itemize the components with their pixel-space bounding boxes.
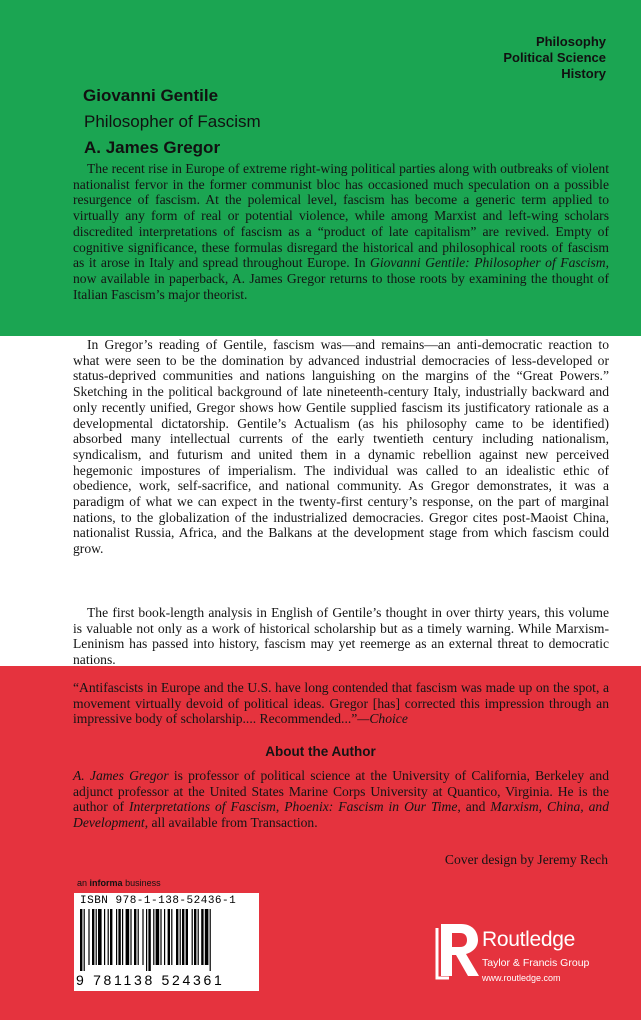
subject-history: History (561, 66, 606, 81)
bio-book-1: Interpretations of Fascism (128, 799, 276, 815)
bio-separator: , (275, 799, 285, 815)
isbn-label: ISBN 978-1-138-52436-1 (80, 895, 237, 907)
publisher-url: www.routledge.com (482, 973, 561, 983)
bio-book-3: Marxism, China, and Development (73, 799, 610, 831)
subject-political-science: Political Science (503, 50, 606, 65)
publisher-group: Taylor & Francis Group (482, 957, 590, 969)
informa-business-label (77, 878, 161, 888)
isbn-barcode (74, 893, 259, 991)
informa-brand: informa (89, 878, 123, 888)
intro-text-end: , now available in paperback, A. James Gregor returns to those roots by examining the thought of Italian Fascism’s major theorist. (73, 255, 609, 302)
review-source: —Choice (357, 711, 408, 727)
book-subtitle: Philosopher of Fascism (84, 112, 261, 131)
bio-separator: , and (457, 799, 491, 815)
subject-categories (503, 34, 606, 82)
review-quote (73, 680, 609, 727)
cover-design-credit: Cover design by Jeremy Rech (444, 852, 608, 867)
review-text: “Antifascists in Europe and the U.S. have long contended that fascism was made up on the spot, a movement virtually devoid of political ideas. Gregor [has] corrected this impression through an impressive body of scholarship.... Recommended...” (73, 680, 609, 727)
informa-prefix: an (77, 878, 88, 888)
barcode-digits: 9 781138 524361 (76, 972, 225, 988)
about-author-bio (73, 768, 609, 831)
bio-text: is professor of political science at the University of California, Berkeley and adjunct professor at the United States Marine Corps University at Quantico, Virginia. He is the author of (73, 768, 609, 815)
barcode-bars (80, 909, 253, 971)
bio-book-2: Phoenix: Fascism in Our Time (284, 799, 458, 815)
routledge-logo-icon (435, 920, 485, 980)
about-author-heading: About the Author (265, 744, 376, 759)
description-intro (73, 161, 609, 302)
description-analysis: In Gregor’s reading of Gentile, fascism was—and remains—an anti-democratic reaction to what were seen to be the domination by advanced industrial democracies of less-developed or status-deprived communities and nations languishing on the margins of the “Great Powers.” Sketching in the political background of late nineteenth-century Italy, industrially backward and only recently unified, Gregor shows how Gentile supplied fascism its justificatory rationale as a developmental dictatorship. Gentile’s Actualism (as his philosophy came to be identified) absorbed many intellectual currents of the early twentieth century including nationalism, syndicalism, and futurism and united them in a dynamic rebellion against new perceived hegemonic impostures of imperialism. The individual was called to an idealistic ethic of obedience, work, self-sacrifice, and national community. As Gregor demonstrates, it was a paradigm of what we can expect in the twenty-first century’s response, on the part of marginal nations, to the globalization of the industrialized democracies. Gregor cites post-Maoist China, nationalist Russia, Africa, and the Balkans at the development stage from which fascism could grow. (73, 337, 609, 557)
intro-book-title: Giovanni Gentile: Philosopher of Fascism (370, 255, 606, 271)
bio-author-name: A. James Gregor (73, 768, 169, 783)
author-name: A. James Gregor (84, 138, 221, 157)
subject-philosophy: Philosophy (535, 34, 606, 49)
informa-suffix: business (125, 878, 161, 888)
bio-text-end: , all available from Transaction. (144, 815, 318, 831)
intro-text: The recent rise in Europe of extreme right-wing political parties along with outbreaks of violent nationalist fervor in the former communist bloc has occasioned much speculation on a possible resurgence of fascism. At the polemical level, fascism has become a generic term applied to virtually any form of real or potential violence, while among Marxist and left-wing scholars discredited interpretations of fascism as a “product of late capitalism” are revived. Empty of cognitive significance, these formulas disregard the historical and philosophical roots of fascism as it arose in Italy and spread throughout Europe. In (73, 161, 609, 271)
book-title: Giovanni Gentile (83, 86, 219, 105)
description-conclusion: The first book-length analysis in English of Gentile’s thought in over thirty years, this volume is valuable not only as a work of historical scholarship but as a timely warning. While Marxism-Leninism has passed into history, fascism may yet reemerge as an external threat to democratic nations. (73, 605, 609, 668)
publisher-name: Routledge (482, 928, 576, 951)
